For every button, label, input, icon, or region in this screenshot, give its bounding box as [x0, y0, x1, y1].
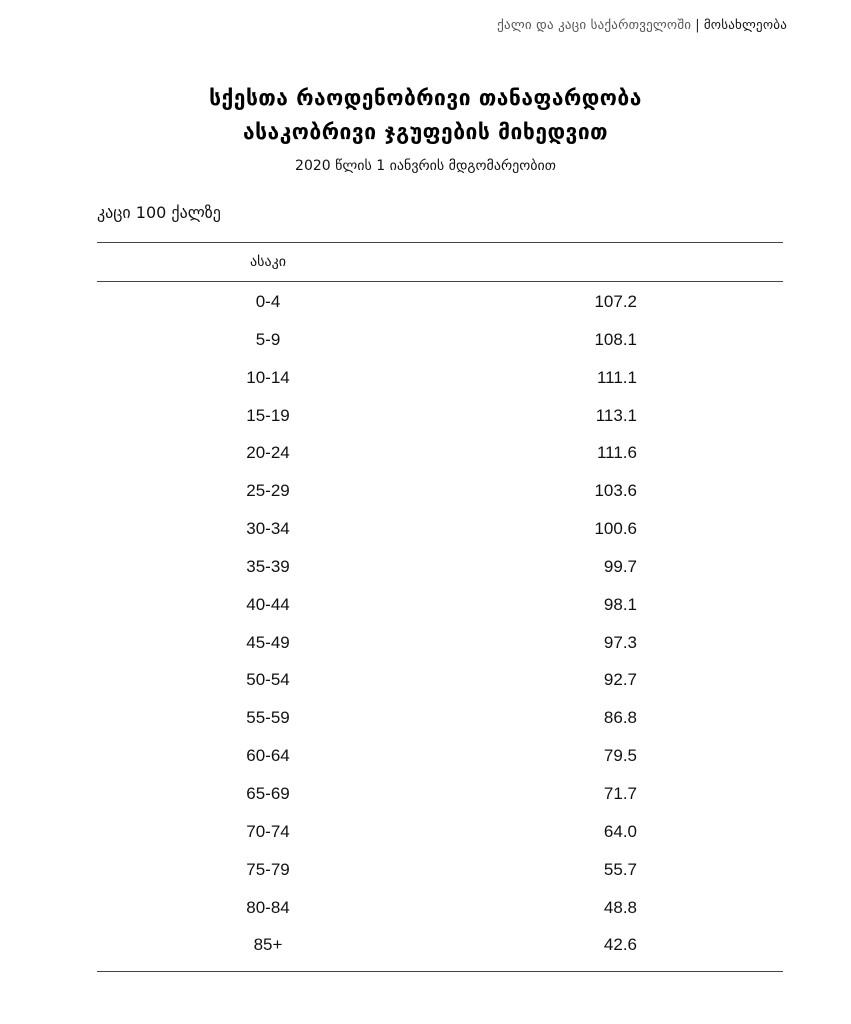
table-row	[97, 321, 783, 359]
ratio-value-cell: 55.7	[603, 859, 637, 879]
table-row	[97, 737, 783, 775]
age-group-cell: 60-64	[246, 746, 290, 766]
age-group-cell: 0-4	[255, 292, 281, 311]
table-row	[97, 472, 783, 510]
ratio-value-cell: 111.1	[596, 367, 637, 387]
age-group-cell: 80-84	[246, 897, 290, 917]
age-group-cell: 20-24	[246, 443, 290, 463]
age-group-cell: 85+	[253, 935, 283, 955]
section-name: მოსახლეობა	[703, 18, 787, 33]
ratio-value-cell: 108.1	[594, 329, 637, 349]
ratio-value-cell: 99.7	[603, 556, 637, 576]
ratio-value-cell: 42.6	[603, 935, 637, 955]
ratio-value-cell: 111.6	[596, 443, 637, 463]
table-row	[97, 397, 783, 435]
ratio-value-cell: 86.8	[603, 708, 637, 728]
column-header-age: ასაკი	[250, 254, 286, 270]
age-group-cell: 25-29	[246, 481, 290, 501]
unit-note: კაცი 100 ქალზე	[97, 203, 221, 222]
table-row	[97, 889, 783, 927]
ratio-value-cell: 98.1	[603, 594, 637, 614]
table-row	[97, 699, 783, 737]
ratio-value-cell: 113.1	[595, 405, 637, 425]
ratio-value-cell: 107.2	[594, 292, 637, 311]
age-group-cell: 70-74	[246, 821, 290, 841]
table-row	[97, 510, 783, 548]
ratio-value-cell: 71.7	[603, 783, 637, 803]
ratio-value-cell: 103.6	[594, 481, 637, 501]
age-group-cell: 30-34	[246, 519, 290, 539]
table-row	[97, 775, 783, 813]
ratio-value-cell: 64.0	[603, 821, 637, 841]
page-title-line-2: ასაკობრივი ჯგუფების მიხედვით	[242, 120, 609, 144]
table-row	[97, 434, 783, 472]
table-row	[97, 359, 783, 397]
page-title-line-1: სქესთა რაოდენობრივი თანაფარდობა	[209, 86, 642, 110]
age-group-cell: 40-44	[246, 594, 290, 614]
publication-name: ქალი და კაცი საქართველოში	[497, 18, 692, 33]
age-group-cell: 55-59	[246, 708, 290, 728]
ratio-value-cell: 100.6	[594, 519, 637, 539]
running-header	[497, 18, 787, 33]
table-row	[97, 813, 783, 851]
ratio-value-cell: 48.8	[603, 897, 637, 917]
age-group-cell: 35-39	[246, 556, 290, 576]
age-group-cell: 75-79	[246, 859, 290, 879]
table-row	[97, 283, 783, 321]
ratio-value-cell: 79.5	[603, 746, 637, 766]
header-separator: |	[695, 18, 700, 33]
table-row	[97, 851, 783, 889]
age-group-cell: 45-49	[246, 632, 290, 652]
ratio-value-cell: 97.3	[603, 632, 637, 652]
table-row	[97, 624, 783, 662]
table-row	[97, 926, 783, 964]
age-group-cell: 10-14	[246, 367, 290, 387]
age-group-cell: 5-9	[255, 329, 281, 349]
ratio-value-cell: 92.7	[603, 670, 637, 690]
table-header-rule	[97, 281, 783, 282]
page-subtitle: 2020 წლის 1 იანვრის მდგომარეობით	[295, 158, 556, 174]
table-bottom-rule	[97, 971, 783, 972]
table-row	[97, 586, 783, 624]
table-row	[97, 661, 783, 699]
age-group-cell: 50-54	[246, 670, 290, 690]
table-row	[97, 548, 783, 586]
table-body	[97, 283, 783, 964]
age-group-cell: 15-19	[246, 405, 290, 425]
table-top-rule	[97, 242, 783, 243]
age-group-cell: 65-69	[246, 783, 290, 803]
